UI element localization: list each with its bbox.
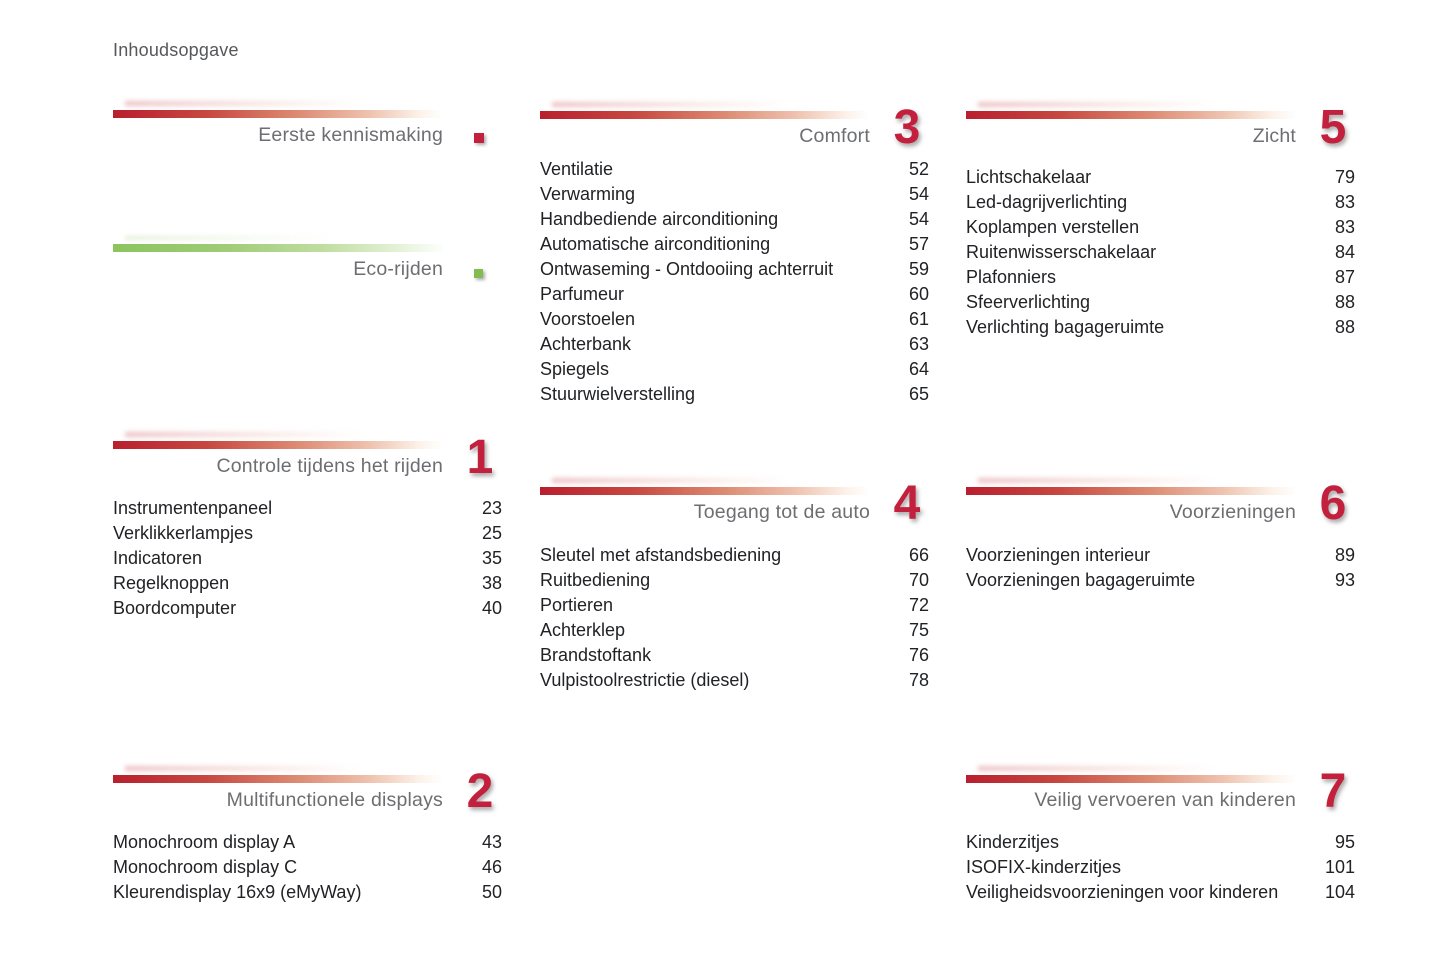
- section-title: Voorzieningen: [1169, 501, 1296, 523]
- toc-entry: [540, 184, 929, 209]
- toc-entry-page: 79: [1334, 167, 1355, 187]
- toc-entry-page: 46: [481, 857, 502, 877]
- toc-entry-label: Indicatoren: [113, 548, 203, 568]
- toc-entry-label: Parfumeur: [540, 284, 625, 304]
- toc-entry-label: Portieren: [540, 595, 614, 615]
- toc-entry-page: 70: [908, 570, 929, 590]
- toc-entry-page: 93: [1334, 570, 1355, 590]
- gradient-bar-red: [966, 487, 1296, 495]
- toc-entry-label: Handbediende airconditioning: [540, 209, 779, 229]
- toc-entry: [540, 259, 929, 284]
- green-square-icon: [474, 269, 483, 278]
- red-square-icon: [474, 133, 484, 143]
- toc-entry-list: [966, 167, 1355, 342]
- gradient-bar-red: [113, 110, 443, 118]
- toc-entry: [966, 167, 1355, 192]
- toc-entry-list: [540, 159, 929, 409]
- section-number: 4: [893, 477, 921, 530]
- toc-entry-page: 88: [1334, 317, 1355, 337]
- toc-entry-page: 25: [481, 523, 502, 543]
- toc-entry-label: ISOFIX-kinderzitjes: [966, 857, 1122, 877]
- toc-entry: [540, 545, 929, 570]
- toc-entry-label: Voorzieningen bagageruimte: [966, 570, 1196, 590]
- toc-entry-page: 60: [908, 284, 929, 304]
- toc-entry-label: Monochroom display C: [113, 857, 298, 877]
- toc-entry-label: Achterklep: [540, 620, 626, 640]
- toc-entry-page: 65: [908, 384, 929, 404]
- toc-entry-label: Sfeerverlichting: [966, 292, 1091, 312]
- section-number: 5: [1319, 101, 1347, 154]
- toc-entry-label: Achterbank: [540, 334, 632, 354]
- toc-entry-label: Verklikkerlampjes: [113, 523, 254, 543]
- toc-entry-list: [113, 498, 502, 623]
- toc-entry-page: 95: [1334, 832, 1355, 852]
- section-number: 6: [1319, 477, 1347, 530]
- gradient-bar-red: [540, 111, 870, 119]
- toc-entry-page: 59: [908, 259, 929, 279]
- toc-entry-label: Automatische airconditioning: [540, 234, 771, 254]
- section-title: Controle tijdens het rijden: [216, 455, 443, 477]
- toc-entry: [966, 857, 1355, 882]
- toc-entry: [540, 595, 929, 620]
- toc-entry-label: Ruitenwisserschakelaar: [966, 242, 1157, 262]
- section-title: Eerste kennismaking: [258, 124, 443, 146]
- section-number: 2: [466, 765, 494, 818]
- toc-entry: [113, 573, 502, 598]
- toc-entry-label: Sleutel met afstandsbediening: [540, 545, 782, 565]
- toc-entry-page: 23: [481, 498, 502, 518]
- toc-entry-label: Veiligheidsvoorzieningen voor kinderen: [966, 882, 1279, 902]
- toc-entry: [540, 570, 929, 595]
- toc-entry: [540, 284, 929, 309]
- toc-entry: [113, 523, 502, 548]
- toc-entry: [966, 317, 1355, 342]
- toc-entry-label: Kinderzitjes: [966, 832, 1060, 852]
- toc-entry-page: 63: [908, 334, 929, 354]
- toc-entry: [966, 192, 1355, 217]
- toc-entry: [966, 545, 1355, 570]
- toc-entry: [966, 570, 1355, 595]
- toc-entry-label: Ontwaseming - Ontdooiing achterruit: [540, 259, 834, 279]
- toc-entry-page: 76: [908, 645, 929, 665]
- toc-entry: [113, 548, 502, 573]
- toc-entry-page: 38: [481, 573, 502, 593]
- toc-entry-label: Boordcomputer: [113, 598, 237, 618]
- toc-entry-label: Ventilatie: [540, 159, 614, 179]
- section-title: Toegang tot de auto: [693, 501, 870, 523]
- toc-entry: [540, 670, 929, 695]
- toc-entry-page: 104: [1324, 882, 1355, 902]
- toc-entry: [966, 217, 1355, 242]
- toc-entry-page: 75: [908, 620, 929, 640]
- toc-entry: [966, 242, 1355, 267]
- toc-entry: [113, 832, 502, 857]
- section-title: Eco-rijden: [353, 258, 443, 280]
- toc-entry-page: 54: [908, 209, 929, 229]
- toc-entry: [540, 334, 929, 359]
- toc-entry-label: Ruitbediening: [540, 570, 651, 590]
- toc-entry: [540, 384, 929, 409]
- toc-entry-list: [966, 545, 1355, 595]
- toc-entry-page: 89: [1334, 545, 1355, 565]
- gradient-bar-red: [113, 775, 443, 783]
- gradient-bar-red: [540, 487, 870, 495]
- section-number: 1: [466, 431, 494, 484]
- toc-entry-label: Lichtschakelaar: [966, 167, 1092, 187]
- toc-entry-label: Kleurendisplay 16x9 (eMyWay): [113, 882, 362, 902]
- toc-entry-page: 88: [1334, 292, 1355, 312]
- gradient-bar-red: [966, 111, 1296, 119]
- toc-entry-page: 84: [1334, 242, 1355, 262]
- toc-entry-label: Led-dagrijverlichting: [966, 192, 1128, 212]
- toc-entry-list: [540, 545, 929, 695]
- toc-entry-label: Vulpistoolrestrictie (diesel): [540, 670, 750, 690]
- toc-entry-page: 61: [908, 309, 929, 329]
- toc-entry-label: Regelknoppen: [113, 573, 230, 593]
- toc-entry: [113, 498, 502, 523]
- toc-entry-page: 83: [1334, 217, 1355, 237]
- toc-entry-page: 83: [1334, 192, 1355, 212]
- toc-entry-label: Voorstoelen: [540, 309, 636, 329]
- toc-entry: [113, 857, 502, 882]
- section-title: Veilig vervoeren van kinderen: [1034, 789, 1296, 811]
- section-number: 3: [893, 101, 921, 154]
- gradient-bar-green: [113, 244, 443, 252]
- toc-entry-list: [966, 832, 1355, 907]
- toc-entry-label: Verlichting bagageruimte: [966, 317, 1165, 337]
- toc-entry-page: 87: [1334, 267, 1355, 287]
- toc-entry-page: 52: [908, 159, 929, 179]
- toc-entry: [966, 292, 1355, 317]
- toc-entry-label: Plafonniers: [966, 267, 1057, 287]
- toc-entry-page: 54: [908, 184, 929, 204]
- toc-entry: [966, 832, 1355, 857]
- gradient-bar-red: [966, 775, 1296, 783]
- toc-entry-page: 57: [908, 234, 929, 254]
- toc-entry: [113, 882, 502, 907]
- toc-entry: [113, 598, 502, 623]
- toc-entry-label: Spiegels: [540, 359, 610, 379]
- toc-entry-page: 64: [908, 359, 929, 379]
- toc-entry: [540, 159, 929, 184]
- toc-entry-label: Voorzieningen interieur: [966, 545, 1151, 565]
- toc-entry: [540, 645, 929, 670]
- toc-entry: [540, 620, 929, 645]
- toc-entry-page: 78: [908, 670, 929, 690]
- page-title: Inhoudsopgave: [113, 40, 239, 60]
- toc-entry: [540, 359, 929, 384]
- toc-entry: [966, 882, 1355, 907]
- toc-entry-page: 50: [481, 882, 502, 902]
- toc-entry: [540, 309, 929, 334]
- toc-entry-page: 101: [1324, 857, 1355, 877]
- toc-entry-label: Koplampen verstellen: [966, 217, 1140, 237]
- section-title: Comfort: [799, 125, 870, 147]
- toc-entry-label: Brandstoftank: [540, 645, 652, 665]
- toc-entry-page: 66: [908, 545, 929, 565]
- toc-entry-page: 72: [908, 595, 929, 615]
- section-number: 7: [1319, 765, 1347, 818]
- toc-entry-label: Stuurwielverstelling: [540, 384, 696, 404]
- toc-entry: [540, 234, 929, 259]
- gradient-bar-red: [113, 441, 443, 449]
- section-title: Zicht: [1252, 125, 1296, 147]
- toc-entry: [540, 209, 929, 234]
- toc-entry-list: [113, 832, 502, 907]
- toc-entry-label: Instrumentenpaneel: [113, 498, 273, 518]
- toc-entry-page: 43: [481, 832, 502, 852]
- toc-entry-label: Verwarming: [540, 184, 636, 204]
- toc-entry-label: Monochroom display A: [113, 832, 296, 852]
- toc-entry-page: 40: [481, 598, 502, 618]
- section-title: Multifunctionele displays: [226, 789, 443, 811]
- toc-entry-page: 35: [481, 548, 502, 568]
- toc-entry: [966, 267, 1355, 292]
